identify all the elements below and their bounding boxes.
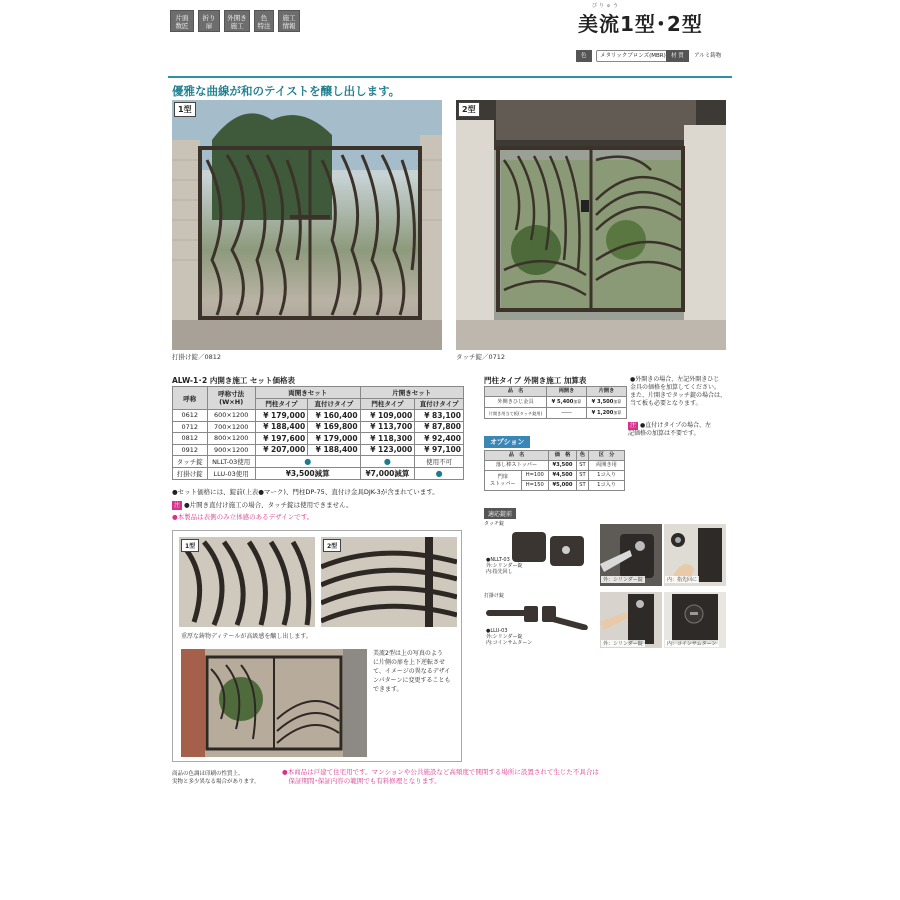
touch-lock-title: タッチ錠: [484, 521, 505, 527]
col-code: 呼称: [173, 387, 208, 410]
col-size: 呼称寸法 (W×H): [207, 387, 255, 410]
detail-photo-2: [321, 537, 457, 627]
table-row: [485, 397, 627, 408]
opt-price: ¥5,000: [549, 481, 577, 491]
touch-lock-specs: [486, 557, 523, 575]
table-row: [173, 410, 464, 422]
lock-caption-d: 内：コインサムターン: [667, 641, 717, 647]
set-note: ●セット価格には、錠前(上表●マーク)、門柱DP-75、直付け金具DJK-3が含まれています。: [172, 488, 439, 496]
row-price: ¥ 92,400: [415, 433, 464, 445]
type1-caption: 打掛け錠／0812: [172, 353, 222, 361]
opt-col-price: 価 格: [549, 451, 577, 461]
hook-inner: 内:コインサムターン: [486, 640, 533, 646]
row-price: ¥ 118,300: [360, 433, 415, 445]
side-badge: 注: [630, 422, 637, 429]
row-code: 0712: [173, 421, 208, 433]
pink-note: ●本製品は表側のみ立体感のあるデザインです。: [172, 513, 314, 521]
hook-lock-title: 打掛け錠: [484, 593, 505, 599]
touch-lock-code: NLLT-03使用: [207, 456, 255, 468]
row-price: ¥ 207,000: [255, 444, 307, 456]
row-size: 800×1200: [207, 433, 255, 445]
row-price: ¥ 83,100: [415, 410, 464, 422]
touch-outer: 外:シリンダー錠: [486, 563, 523, 569]
opt-unit: 1コ入り: [589, 481, 625, 491]
col-single: 片開きセット: [360, 387, 463, 399]
col-double-hang: 直付けタイプ: [308, 398, 360, 410]
options-table: [484, 450, 625, 491]
tag-one-side: 片面 数匠: [170, 10, 194, 32]
color-value: メタリックブロンズ(MBR): [596, 50, 670, 62]
table-row: [173, 433, 464, 445]
opt-spec: H=100: [521, 471, 548, 481]
addon-col-name: 品 名: [485, 387, 547, 397]
tag-folding: 折り 扉: [198, 10, 220, 32]
touch-model: ●NLLT-03: [486, 557, 510, 563]
table-row: [173, 456, 464, 468]
row-price: ¥ 188,400: [255, 421, 307, 433]
price-table-title: ALW-1･2 内開き施工 セット価格表: [172, 376, 295, 385]
options-badge: オプション: [484, 436, 530, 448]
footer-pink: ●本商品は戸建て住宅用です。マンションや公共施設など高頻度で開閉する場所に設置されて生じた不具合は 保証期間･保証内容の範囲でも有料修理となります。: [282, 768, 599, 785]
footer-left: 商品の色調は印刷の性質上、 実物と多少異なる場合があります。: [172, 771, 260, 785]
opt-color: ST: [577, 481, 589, 491]
opt-name: 落し棒ストッパー: [485, 461, 549, 471]
row-price: ¥ 179,000: [255, 410, 307, 422]
side-note-2: ●直付けタイプの場合、左 記価格の加算は不要です。: [628, 422, 711, 437]
hook-single-discount: ¥7,000減算: [360, 467, 415, 479]
col-single-hang: 直付けタイプ: [415, 398, 464, 410]
addon-name: 片開き用当て板(タッチ錠用): [485, 408, 547, 419]
row-price: ¥ 169,800: [308, 421, 360, 433]
table-row: [173, 444, 464, 456]
hook-lock-code: LLU-03使用: [207, 467, 255, 479]
hook-lock-specs: [486, 628, 532, 646]
row-code: 0912: [173, 444, 208, 456]
addon-price: ¥ 1,200: [591, 410, 614, 416]
lock-caption-c: 外：シリンダー錠: [603, 641, 643, 647]
row-price: ¥ 113,700: [360, 421, 415, 433]
type2-caption: タッチ錠／0712: [456, 353, 506, 361]
photo-type1: [172, 100, 442, 350]
header-rule: [168, 76, 732, 78]
warn-badge: 注: [174, 502, 181, 509]
type2-label: 2型: [458, 102, 480, 117]
row-code: 0812: [173, 433, 208, 445]
addon-side-note-2-row: [628, 422, 711, 438]
title-ruby: びりゅう: [592, 3, 621, 9]
row-price: ¥ 123,000: [360, 444, 415, 456]
included-dot: ●: [383, 456, 391, 466]
addon-price: ¥ 3,500: [591, 399, 614, 405]
type1-label: 1型: [174, 102, 196, 117]
addon-col-single: 片開き: [587, 387, 627, 397]
addon-table-wrap: [484, 386, 627, 419]
col-double-post: 門柱タイプ: [255, 398, 307, 410]
headline: 優雅な曲線が和のテイストを醸し出します。: [172, 84, 401, 98]
addon-title: 門柱タイプ 外開き施工 加算表: [484, 376, 587, 385]
material-label: 材 質: [666, 50, 689, 62]
row-size: 900×1200: [207, 444, 255, 456]
addon-table: [484, 386, 627, 419]
warn-note: ●片開き直付け施工の場合、タッチ錠は使用できません。: [184, 501, 353, 509]
touch-unavailable: 使用不可: [415, 456, 464, 468]
opt-color: ST: [577, 471, 589, 481]
row-price: ¥ 179,000: [308, 433, 360, 445]
row-price: ¥ 87,800: [415, 421, 464, 433]
addon-price: ――: [547, 408, 587, 419]
opt-unit: 両開き用: [589, 461, 625, 471]
row-price: ¥ 188,400: [308, 444, 360, 456]
table-row: [173, 467, 464, 479]
detail-panel: [172, 530, 462, 762]
lock-caption-a: 外：シリンダー錠: [603, 577, 643, 583]
table-row: [173, 421, 464, 433]
hook-double-discount: ¥3,500減算: [255, 467, 360, 479]
hook-lock-label: 打掛け錠: [173, 467, 208, 479]
touch-inner: 内:指先回し: [486, 569, 513, 575]
row-price: ¥ 109,000: [360, 410, 415, 422]
addon-price: ¥ 5,400: [551, 399, 574, 405]
table-row: [485, 408, 627, 419]
tag-outward: 外開き 施工: [224, 10, 250, 32]
color-label: 色: [576, 50, 592, 62]
reverse-text: 美流2型は上の写真のよう に片側の扉を上下逆転させ て、イメージの異なるデザイ ンパターンに変更することも できます。: [373, 650, 451, 693]
opt-name: 門扉 ストッパー: [485, 471, 522, 491]
options-table-wrap: [484, 450, 625, 491]
row-size: 700×1200: [207, 421, 255, 433]
opt-unit: 1コ入り: [589, 471, 625, 481]
lock-caption-b: 内：指先回に: [667, 577, 698, 583]
material-value: アルミ鋳物: [694, 53, 722, 59]
reverse-photo: [181, 649, 367, 757]
addon-unit: 加算: [613, 399, 622, 404]
addon-unit: 加算: [573, 399, 582, 404]
detail-label-2: 2型: [323, 539, 341, 552]
row-code: 0612: [173, 410, 208, 422]
price-table: [172, 386, 464, 480]
addon-unit: 加算: [613, 410, 622, 415]
addon-name: 外開きひじ金具: [485, 397, 547, 408]
included-dot: ●: [435, 468, 443, 478]
row-price: ¥ 97,100: [415, 444, 464, 456]
tag-install-info: 施工 情報: [278, 10, 300, 32]
detail-caption: 重厚な鋳物ディテールが高級感を醸し出します。: [181, 633, 312, 640]
hook-outer: 外:シリンダー錠: [486, 634, 523, 640]
detail-label-1: 1型: [181, 539, 199, 552]
opt-spec: H=150: [521, 481, 548, 491]
opt-price: ¥4,500: [549, 471, 577, 481]
opt-col-unit: 区 分: [589, 451, 625, 461]
opt-color: ST: [577, 461, 589, 471]
col-double: 両開きセット: [255, 387, 360, 399]
warn-note-row: [172, 501, 353, 510]
addon-col-double: 両開き: [547, 387, 587, 397]
hook-lock-image: [484, 600, 594, 630]
included-dot: ●: [304, 456, 312, 466]
opt-col-name: 品 名: [485, 451, 549, 461]
table-row: [485, 471, 625, 481]
hook-model: ●LLU-03: [486, 628, 508, 634]
touch-lock-label: タッチ錠: [173, 456, 208, 468]
opt-price: ¥3,500: [549, 461, 577, 471]
row-size: 600×1200: [207, 410, 255, 422]
detail-photo-1: [179, 537, 315, 627]
tag-custom-color: 色 特注: [254, 10, 274, 32]
locks-title: 適応錠前: [484, 508, 516, 519]
row-price: ¥ 197,600: [255, 433, 307, 445]
col-single-post: 門柱タイプ: [360, 398, 415, 410]
page-title: 美流1型･2型: [578, 12, 703, 36]
opt-col-color: 色: [577, 451, 589, 461]
table-row: [485, 461, 625, 471]
row-price: ¥ 160,400: [308, 410, 360, 422]
addon-side-note: ●外開きの場合、左記外開きひじ 金具の価格を加算してください。 また、片開きでタッチ錠の場合は、 当て板も必要となります。: [630, 376, 727, 407]
photo-type2: [456, 100, 726, 350]
